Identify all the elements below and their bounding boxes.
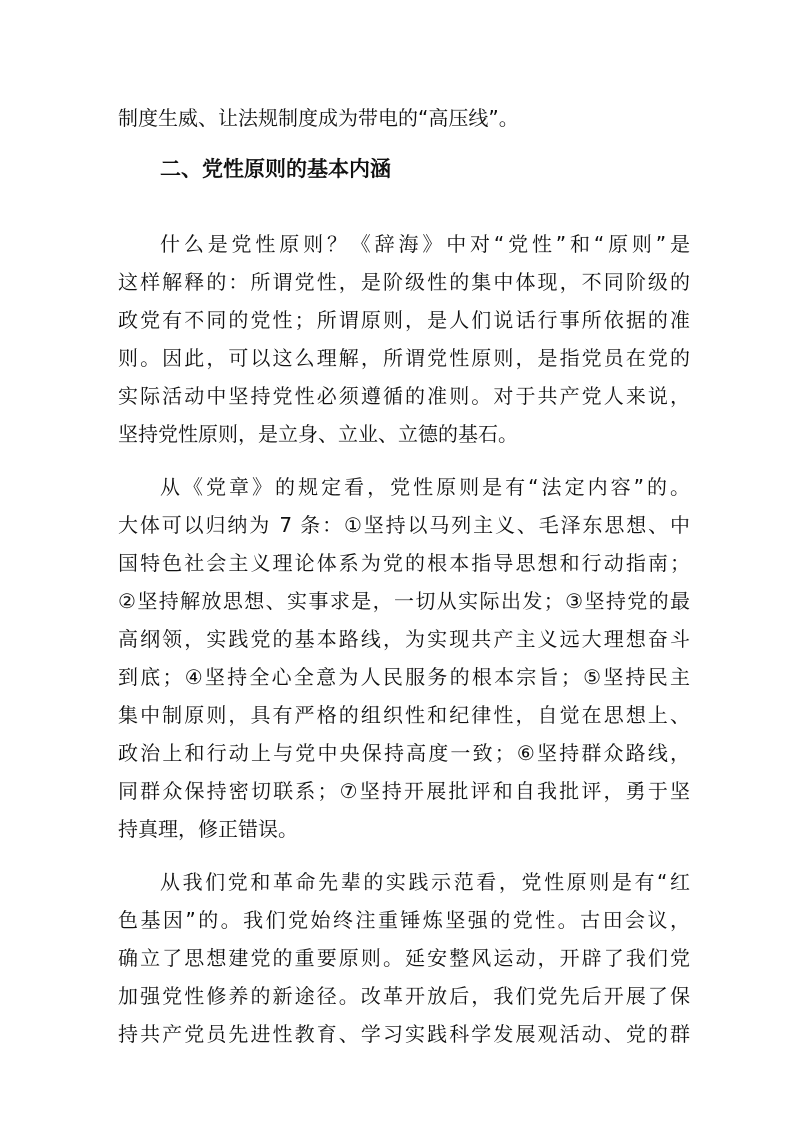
text-line: 这样解释的：所谓党性，是阶级性的集中体现，不同阶级的 (118, 270, 690, 294)
text-line: 同群众保持密切联系；⑦坚持开展批评和自我批评，勇于坚 (118, 779, 690, 803)
text-line: 集中制原则，具有严格的组织性和纪律性，自觉在思想上、 (118, 703, 690, 727)
text-line: 坚持党性原则，是立身、立业、立德的基石。 (118, 422, 518, 446)
text-line: 政党有不同的党性；所谓原则，是人们说话行事所依据的准 (118, 308, 690, 332)
text-line: 大体可以归纳为 7 条：①坚持以马列主义、毛泽东思想、中 (118, 513, 690, 537)
text-line: 持真理，修正错误。 (118, 817, 298, 841)
text-line: 实际活动中坚持党性必须遵循的准则。对于共产党人来说， (118, 384, 690, 408)
text-line: 色基因”的。我们党始终注重锤炼坚强的党性。古田会议， (118, 908, 690, 932)
text-line: 制度生威、让法规制度成为带电的“高压线”。 (118, 106, 519, 130)
text-line: 从《党章》的规定看，党性原则是有“法定内容”的。 (160, 475, 690, 499)
text-line: 政治上和行动上与党中央保持高度一致；⑥坚持群众路线， (118, 741, 690, 765)
text-line: 什么是党性原则？《辞海》中对“党性”和“原则”是 (160, 232, 690, 256)
text-line: 国特色社会主义理论体系为党的根本指导思想和行动指南； (118, 551, 690, 575)
text-line: 持共产党员先进性教育、学习实践科学发展观活动、党的群 (118, 1022, 690, 1046)
text-line: 加强党性修养的新途径。改革开放后，我们党先后开展了保 (118, 984, 690, 1008)
section-heading: 二、党性原则的基本内涵 (160, 157, 391, 181)
text-line: 高纲领，实践党的基本路线，为实现共产主义远大理想奋斗 (118, 627, 690, 651)
text-line: ②坚持解放思想、实事求是，一切从实际出发；③坚持党的最 (118, 589, 690, 613)
text-line: 从我们党和革命先辈的实践示范看，党性原则是有“红 (160, 870, 690, 894)
text-line: 到底；④坚持全心全意为人民服务的根本宗旨；⑤坚持民主 (118, 665, 690, 689)
text-line: 确立了思想建党的重要原则。延安整风运动，开辟了我们党 (118, 946, 690, 970)
text-line: 则。因此，可以这么理解，所谓党性原则，是指党员在党的 (118, 346, 690, 370)
